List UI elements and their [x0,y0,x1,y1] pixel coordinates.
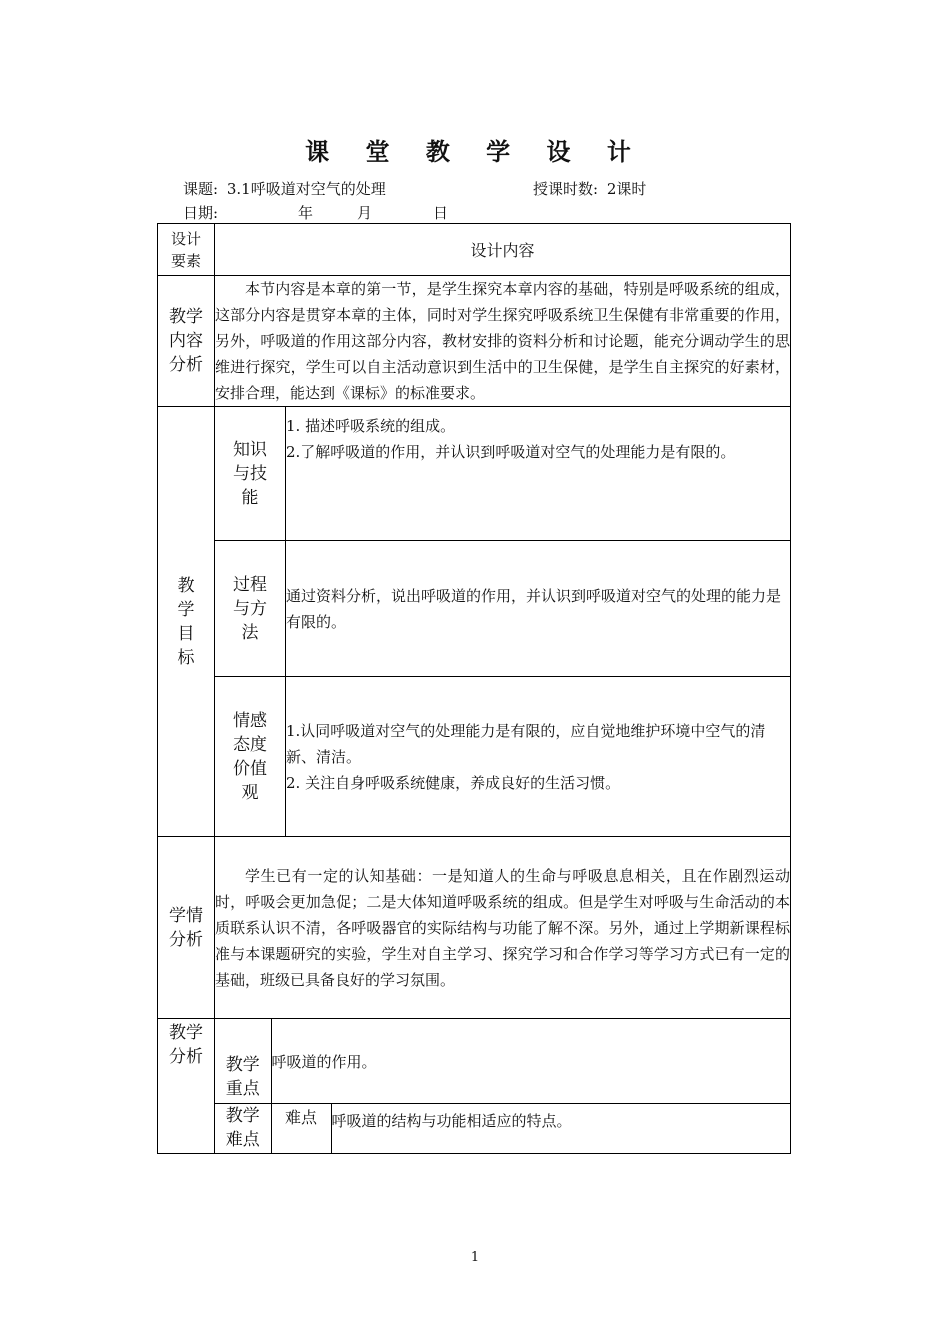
difficult-sub-label: 难点 [271,1103,331,1153]
key-point-label: 教学重点 [215,1019,271,1103]
content-analysis-label: 教学内容分析 [158,276,215,407]
col1-header: 设计要素 [158,224,215,276]
content-analysis-row [158,276,791,407]
student-analysis-text: 学生已有一定的认知基础：一是知道人的生命与呼吸息息相关，且在作剧烈运动时，呼吸会更加急促；二是大体知道呼吸系统的组成。但是学生对呼吸与生命活动的本质联系认识不清，各呼吸器官的实际结构与功能了解不深。另外，通过上学期新课程标准与本课题研究的实验，学生对自主学习、探究学习和合作学习等学习方式已有一定的基础，班级已具备良好的学习氛围。 [215,837,791,1019]
difficult-point-label: 教学难点 [215,1103,271,1153]
table-header-row [158,224,791,276]
key-point-row [215,1019,790,1103]
goals-label: 教学目标 [158,407,215,837]
goal-knowledge-row [158,407,791,541]
emotion-item-2: 2. 关注自身呼吸系统健康，养成良好的生活习惯。 [286,773,621,792]
design-table [157,223,791,1154]
teaching-analysis-table [215,1019,790,1153]
date-day: 日 [433,204,449,222]
hours-line [533,178,650,199]
hours-value: 2课时 [606,180,647,198]
teaching-analysis-cell [215,1019,791,1154]
key-point-text: 呼吸道的作用。 [271,1019,790,1103]
student-analysis-row [158,837,791,1019]
teaching-analysis-label: 教学分析 [158,1019,215,1154]
hours-label: 授课时数: [533,180,599,198]
col2-header: 设计内容 [215,224,791,276]
content-analysis-text: 本节内容是本章的第一节，是学生探究本章内容的基础，特别是呼吸系统的组成，这部分内容是贯穿本章的主体，同时对学生探究呼吸系统卫生保健有非常重要的作用，另外，呼吸道的作用这部分内容，教材安排的资料分析和讨论题，能充分调动学生的思维进行探究，学生可以自主活动意识到生活中的卫生保健，是学生自主探究的好素材，安排合理，能达到《课标》的标准要求。 [215,276,791,407]
date-month: 月 [357,204,373,222]
topic-line [183,178,390,199]
teaching-analysis-row [158,1019,791,1154]
goal-emotion-row [158,677,791,837]
process-label: 过程与方法 [215,541,286,677]
difficult-point-text: 呼吸道的结构与功能相适应的特点。 [331,1103,790,1153]
knowledge-text [286,407,791,541]
topic-label: 课题: [183,180,219,198]
difficult-point-row [215,1103,790,1153]
page-title: 课 堂 教 学 设 计 [305,137,645,166]
emotion-text [286,677,791,837]
date-label: 日期: [183,204,219,222]
student-analysis-label: 学情分析 [158,837,215,1019]
knowledge-label: 知识与技能 [215,407,286,541]
date-year: 年 [298,204,314,222]
emotion-label: 情感态度价值观 [215,677,286,837]
emotion-item-1: 1.认同呼吸道对空气的处理能力是有限的，应自觉地维护环境中空气的清新、清洁。 [286,721,766,766]
knowledge-item-1: 1. 描述呼吸系统的组成。 [286,417,456,435]
topic-value: 3.1呼吸道对空气的处理 [226,180,386,198]
page-number: 1 [470,1250,480,1265]
process-text: 通过资料分析，说出呼吸道的作用，并认识到呼吸道对空气的处理的能力是有限的。 [286,541,791,677]
goal-process-row [158,541,791,677]
knowledge-item-2: 2.了解呼吸道的作用，并认识到呼吸道对空气的处理能力是有限的。 [286,443,736,461]
